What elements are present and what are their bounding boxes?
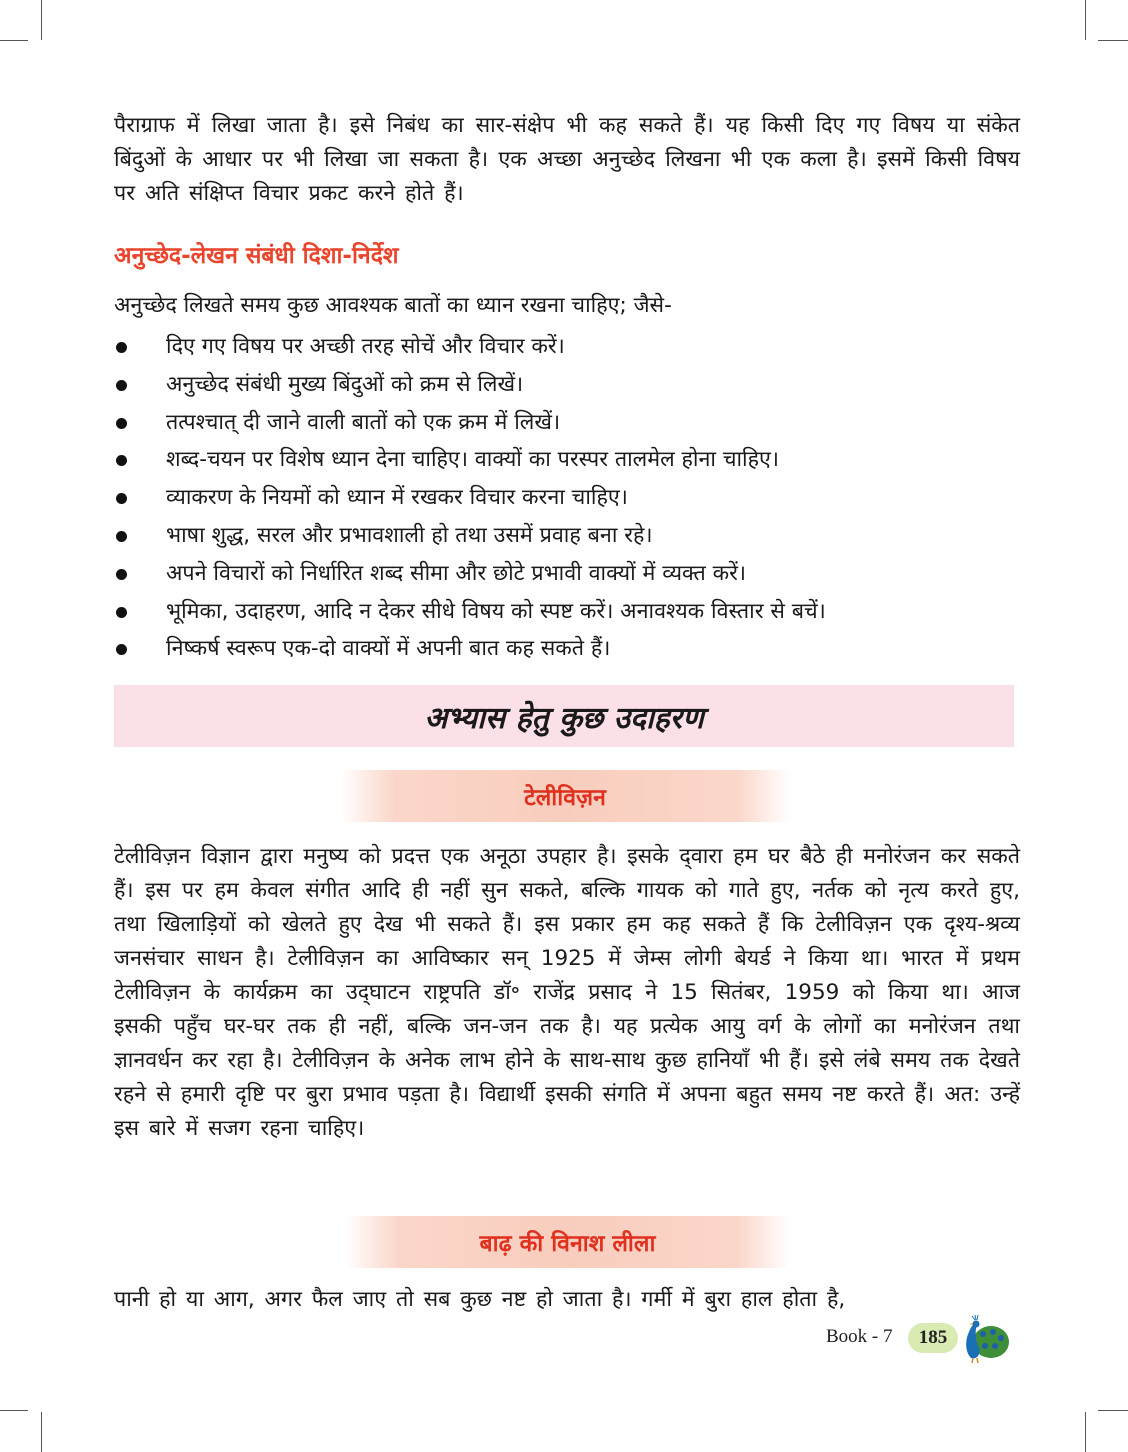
page-number: 185 (908, 1323, 958, 1353)
tv-title: टेलीविज़न (524, 785, 606, 811)
crop-mark (1098, 1410, 1128, 1411)
flood-paragraph: पानी हो या आग, अगर फैल जाए तो सब कुछ नष्ट हो जाता है। गर्मी में बुरा हाल होता है, (114, 1287, 846, 1312)
bullet-icon (116, 531, 127, 542)
peacock-icon (955, 1312, 1011, 1364)
list-item: निष्कर्ष स्वरूप एक-दो वाक्यों में अपनी बात कह सकते हैं। (114, 630, 1034, 668)
list-item: अपने विचारों को निर्धारित शब्द सीमा और छोटे प्रभावी वाक्यों में व्यक्त करें। (114, 555, 1034, 593)
flood-title: बाढ़ की विनाश लीला (479, 1231, 656, 1257)
list-item: व्याकरण के नियमों को ध्यान में रखकर विचार करना चाहिए। (114, 479, 1034, 517)
crop-mark (0, 1410, 28, 1411)
guidelines-intro: अनुच्छेद लिखते समय कुछ आवश्यक बातों का ध्यान रखना चाहिए; जैसे- (114, 293, 672, 318)
bullet-icon (116, 607, 127, 618)
crop-mark (41, 0, 42, 40)
list-item: दिए गए विषय पर अच्छी तरह सोचें और विचार करें। (114, 328, 1034, 366)
bullet-icon (116, 455, 127, 466)
bullet-icon (116, 644, 127, 655)
tv-paragraph: टेलीविज़न विज्ञान द्वारा मनुष्य को प्रदत्त एक अनूठा उपहार है। इसके द्‌वारा हम घर बैठे ही मनोरंजन कर सकते हैं। इस पर हम केवल संगीत आदि ही नहीं सुन सकते, बल्कि गायक को गाते हुए, नर्तक को नृत्य करते हुए, तथा खिलाड़ियों को खेलते हुए देख भी सकते हैं। इस प्रकार हम कह सकते हैं कि टेलीविज़न एक दृश्य-श्रव्य जनसंचार साधन है। टेलीविज़न का आविष्कार सन् 1925 में जेम्स लोगी बेयर्ड ने किया था। भारत में प्रथम टेलीविज़न के कार्यक्रम का उद्‌घाटन राष्ट्रपति डॉ॰ राजेंद्र प्रसाद ने 15 सितंबर, 1959 को किया था। आज इसकी पहुँच घर-घर तक ही नहीं, बल्कि जन-जन तक है। यह प्रत्येक आयु वर्ग के लोगों का मनोरंजन तथा ज्ञानवर्धन कर रहा है। टेलीविज़न के अनेक लाभ होने के साथ-साथ कुछ हानियाँ भी हैं। इसे लंबे समय तक देखते रहने से हमारी दृष्टि पर बुरा प्रभाव पड़ता है। विद्यार्थी इसकी संगति में अपना बहुत समय नष्ट करते हैं। अत: उन्हें इस बारे में सजग रहना चाहिए। (114, 844, 1020, 1141)
crop-mark (1098, 40, 1128, 41)
flood-title-brush (345, 1216, 790, 1268)
bullet-icon (116, 569, 127, 580)
crop-mark (1085, 1412, 1086, 1452)
list-item: भूमिका, उदाहरण, आदि न देकर सीधे विषय को स्पष्ट करें। अनावश्यक विस्तार से बचें। (114, 593, 1034, 631)
list-item: भाषा शुद्ध, सरल और प्रभावशाली हो तथा उसमें प्रवाह बना रहे। (114, 517, 1034, 555)
list-item: शब्द-चयन पर विशेष ध्यान देना चाहिए। वाक्यों का परस्पर तालमेल होना चाहिए। (114, 441, 1034, 479)
book-label: Book - 7 (826, 1326, 893, 1347)
crop-mark (0, 40, 28, 41)
bullet-icon (116, 342, 127, 353)
bullet-icon (116, 380, 127, 391)
bullet-icon (116, 493, 127, 504)
practice-banner-title: अभ्यास हेतु कुछ उदाहरण (424, 700, 704, 736)
list-item: तत्पश्चात् दी जाने वाली बातों को एक क्रम में लिखें। (114, 404, 1034, 442)
practice-banner (114, 685, 1014, 747)
bullet-icon (116, 418, 127, 429)
tv-title-brush (340, 770, 790, 822)
list-item: अनुच्छेद संबंधी मुख्य बिंदुओं को क्रम से लिखें। (114, 366, 1034, 404)
guidelines-heading: अनुच्छेद-लेखन संबंधी दिशा-निर्देश (114, 243, 399, 269)
crop-mark (1085, 0, 1086, 40)
guidelines-list (114, 328, 1034, 668)
intro-paragraph: पैराग्राफ में लिखा जाता है। इसे निबंध का सार-संक्षेप भी कह सकते हैं। यह किसी दिए गए विषय या संकेत बिंदुओं के आधार पर भी लिखा जा सकता है। एक अच्छा अनुच्छेद लिखना भी एक कला है। इसमें किसी विषय पर अति संक्षिप्त विचार प्रकट करने होते हैं। (114, 113, 1020, 206)
crop-mark (41, 1412, 42, 1452)
